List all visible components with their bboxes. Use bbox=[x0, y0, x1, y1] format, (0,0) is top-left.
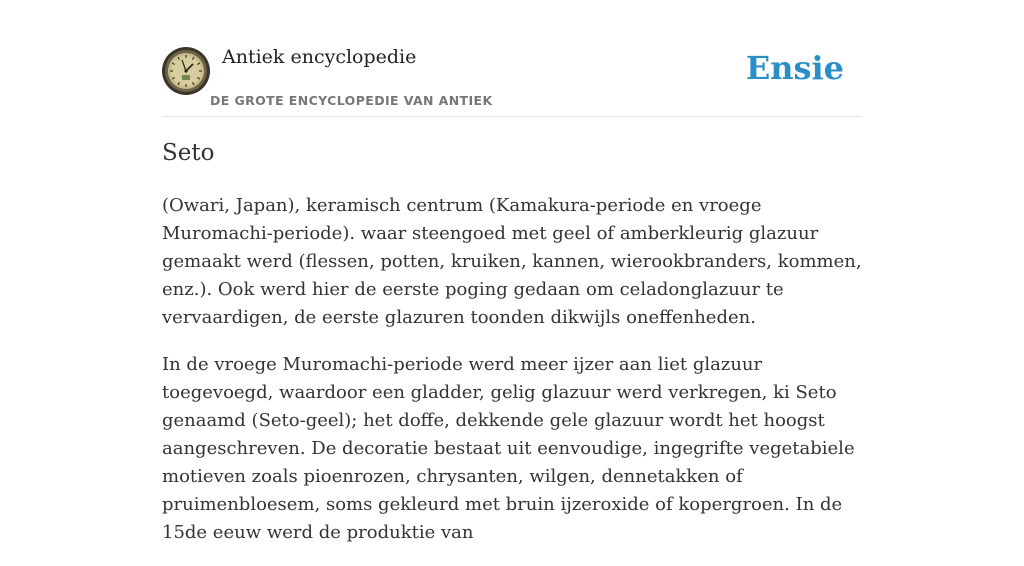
article-body bbox=[162, 192, 862, 566]
article-paragraph: (Owari, Japan), keramisch centrum (Kamakura-periode en vroege Muromachi-periode). waar steengoed met geel of amberkleurig glazuur gemaakt werd (flessen, potten, kruiken, kannen, wierookbranders, kommen, enz.). Ook werd hier de eerste poging gedaan om celadonglazuur te vervaardigen, de eerste glazuren toonden dikwijls oneffenheden. bbox=[162, 195, 862, 328]
site-subtitle: DE GROTE ENCYCLOPEDIE VAN ANTIEK bbox=[210, 93, 493, 108]
article-title: Seto bbox=[162, 140, 215, 166]
page-container bbox=[162, 0, 862, 543]
clock-icon[interactable] bbox=[162, 47, 210, 95]
site-title[interactable]: Antiek encyclopedie bbox=[222, 46, 417, 68]
site-header bbox=[162, 0, 862, 117]
brand-logo[interactable]: Ensie bbox=[745, 49, 844, 87]
article-paragraph: In de vroege Muromachi-periode werd meer ijzer aan liet glazuur toegevoegd, waardoor een gladder, gelig glazuur werd verkregen, ki Seto genaamd (Seto-geel); het doffe, dekkende gele glazuur wordt het hoogst aangeschreven. De decoratie bestaat uit eenvoudige, ingegrifte vegetabiele motieven zoals pioenrozen, chrysanten, wilgen, dennetakken of pruimenbloesem, soms gekleurd met bruin ijzeroxide of kopergroen. In de 15de eeuw werd de produktie van bbox=[162, 354, 855, 543]
